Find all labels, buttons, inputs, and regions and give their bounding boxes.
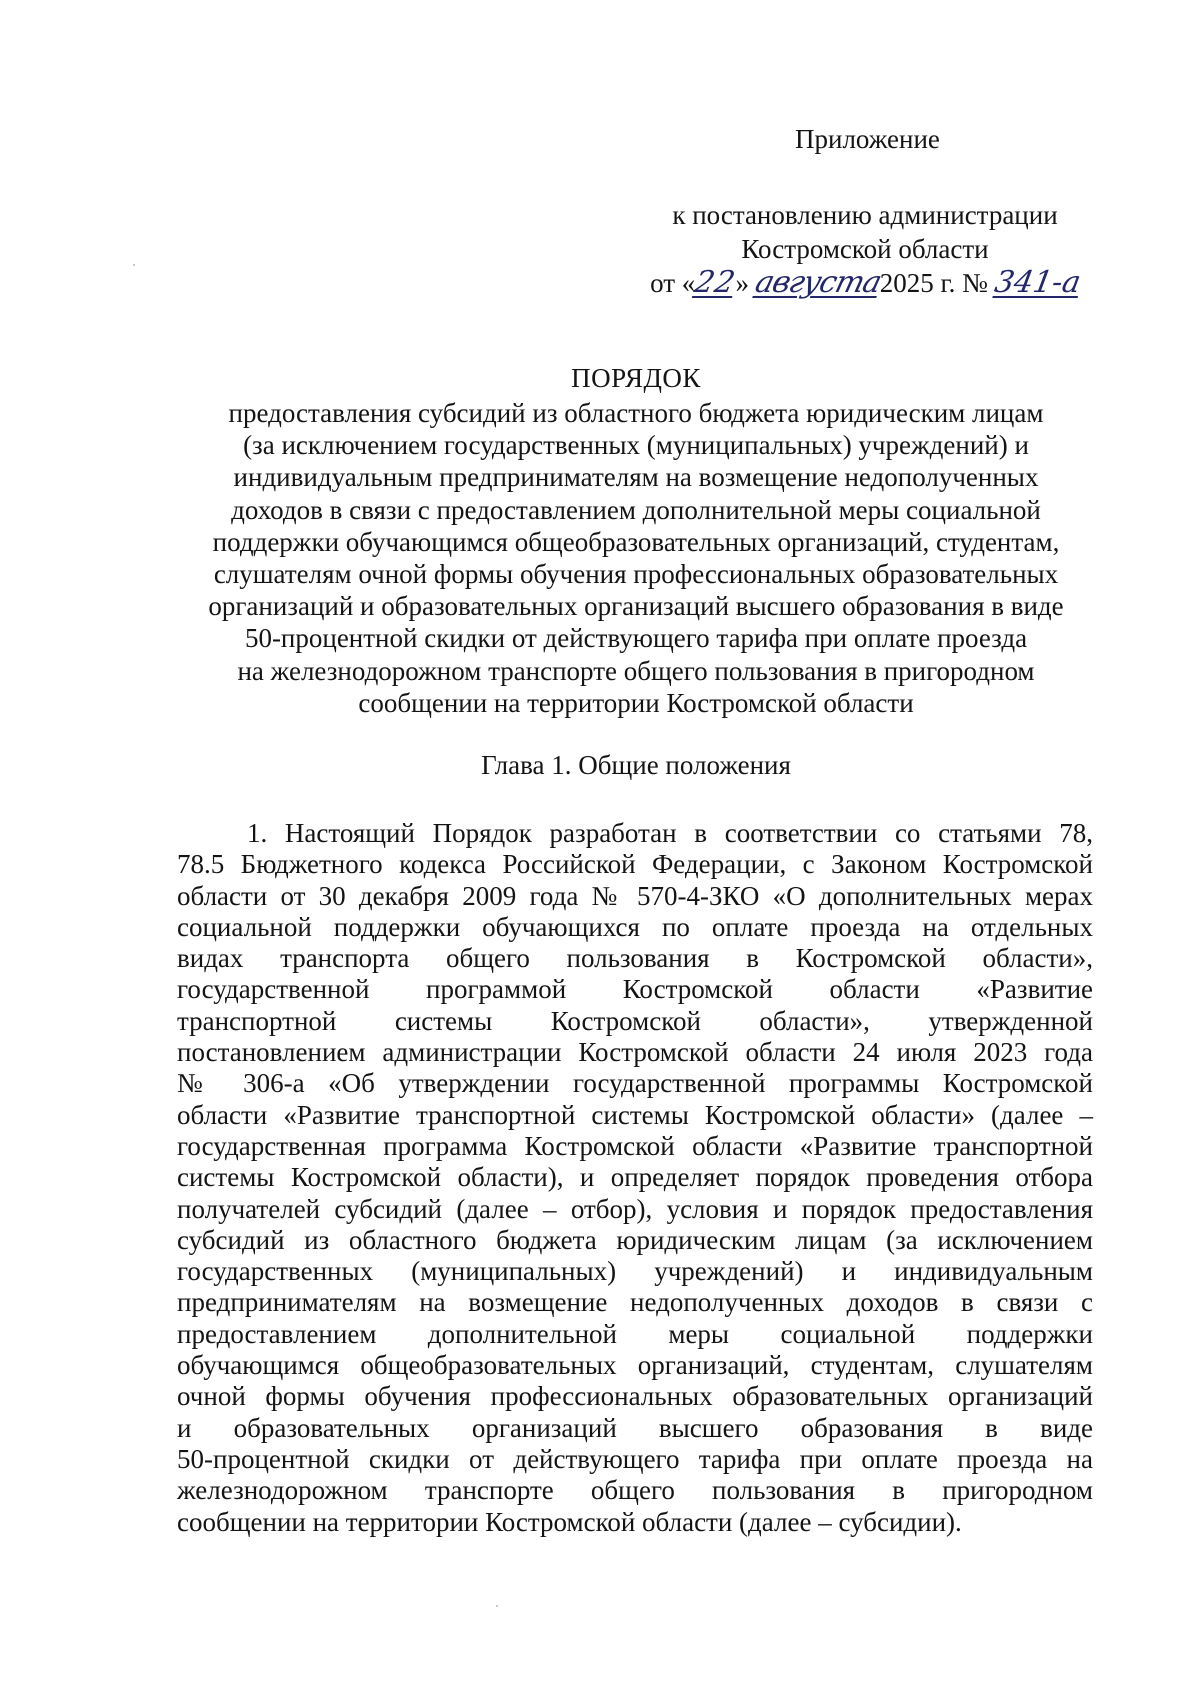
paragraph-line: получателей субсидий (далее – отбор), условия и порядок предоставления (177, 1193, 1093, 1224)
subtitle-line: слушателям очной формы обучения профессиональных образовательных (213, 559, 1059, 590)
subtitle-line: сообщении на территории Костромской области (358, 687, 914, 718)
paragraph-line: области от 30 декабря 2009 года № 570-4-ЗКО «О дополнительных мерах (177, 880, 1093, 911)
paragraph-line: транспортной системы Костромской области», утвержденной (177, 1005, 1093, 1036)
date-year: 2025 г. № (879, 268, 988, 298)
paragraph-line: 50-процентной скидки от действующего тарифа при оплате проезда на (177, 1443, 1093, 1474)
paragraph-line: очной формы обучения профессиональных образовательных организаций (177, 1381, 1093, 1412)
document-heading: ПОРЯДОК (571, 363, 701, 393)
scan-speck (496, 1605, 498, 1607)
paragraph-line: государственной программой Костромской области «Развитие (177, 974, 1093, 1005)
paragraph-line: сообщении на территории Костромской области (далее – субсидии). (177, 1506, 962, 1537)
chapter-title: Глава 1. Общие положения (481, 750, 791, 780)
paragraph-line: предпринимателям на возмещение недополученных доходов в связи с (177, 1287, 1093, 1318)
paragraph-line: постановлением администрации Костромской области 24 июля 2023 года (177, 1037, 1093, 1068)
scan-speck (133, 264, 135, 266)
subtitle-line: поддержки обучающимся общеобразовательных организаций, студентам, (212, 526, 1060, 557)
appendix-region: Костромской области (741, 234, 989, 264)
handwritten-day: 22 (691, 265, 740, 300)
paragraph-line: государственная программа Костромской области «Развитие транспортной (177, 1130, 1093, 1161)
subtitle-line: индивидуальным предпринимателям на возмещение недополученных (233, 462, 1039, 493)
date-quote-close: » (735, 268, 749, 298)
paragraph-line: предоставлением дополнительной меры социальной поддержки (177, 1318, 1093, 1349)
document-subtitle (160, 397, 1112, 719)
paragraph-line: социальной поддержки обучающихся по оплате проезда на отдельных (177, 911, 1093, 942)
subtitle-line: предоставления субсидий из областного бюджета юридическим лицам (228, 398, 1044, 428)
paragraph-line: железнодорожном транспорте общего пользования в пригородном (177, 1475, 1093, 1506)
subtitle-line: организаций и образовательных организаций высшего образования в виде (208, 591, 1064, 622)
subtitle-line: доходов в связи с предоставлением дополнительной меры социальной (231, 494, 1041, 525)
paragraph-line: 1. Настоящий Порядок разработан в соответствии со статьями 78, (247, 818, 1093, 848)
paragraph-line: области «Развитие транспортной системы Костромской области» (далее – (177, 1099, 1093, 1130)
paragraph-line: № 306-а «Об утверждении государственной программы Костромской (177, 1068, 1093, 1099)
paragraph-line: 78.5 Бюджетного кодекса Российской Федерации, с Законом Костромской (177, 849, 1093, 880)
paragraph-line: и образовательных организаций высшего образования в виде (177, 1412, 1093, 1443)
handwritten-month: августа (751, 265, 885, 300)
paragraph-line: субсидий из областного бюджета юридическим лицам (за исключением (177, 1224, 1093, 1255)
handwritten-number: 341-а (991, 265, 1084, 300)
paragraph-line: видах транспорта общего пользования в Костромской области», (177, 943, 1093, 974)
subtitle-line: 50-процентной скидки от действующего тарифа при оплате проезда (244, 623, 1028, 654)
paragraph-line: системы Костромской области), и определяет порядок проведения отбора (177, 1162, 1093, 1193)
subtitle-line: на железнодорожном транспорте общего пользования в пригородном (237, 655, 1035, 686)
appendix-date-line (640, 266, 1090, 300)
subtitle-line: (за исключением государственных (муниципальных) учреждений) и (243, 430, 1029, 461)
appendix-title: Приложение (795, 124, 940, 154)
paragraph-line: обучающимся общеобразовательных организаций, студентам, слушателям (177, 1350, 1093, 1381)
appendix-block (640, 198, 1090, 300)
date-prefix: от « (650, 268, 696, 298)
paragraph-line: государственных (муниципальных) учреждений) и индивидуальным (177, 1256, 1093, 1287)
paragraph-1 (177, 818, 1093, 1538)
appendix-to-decree: к постановлению администрации (672, 200, 1058, 230)
